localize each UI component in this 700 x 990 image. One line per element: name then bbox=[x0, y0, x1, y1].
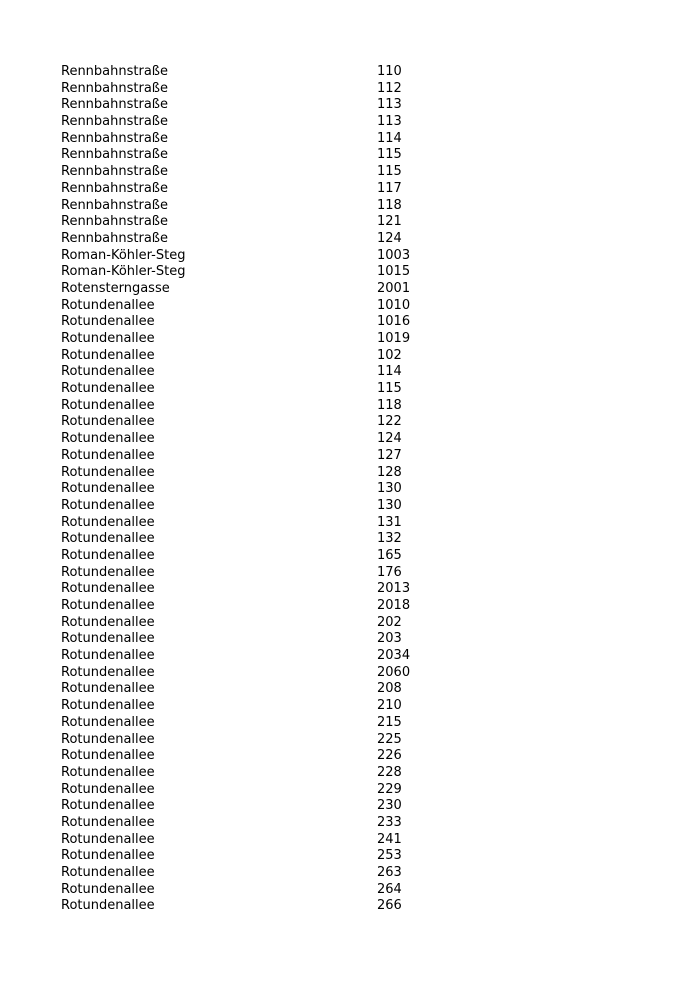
house-number: 114 bbox=[377, 364, 402, 380]
list-item bbox=[61, 181, 481, 198]
street-name: Rennbahnstraße bbox=[61, 197, 168, 213]
list-item bbox=[61, 114, 481, 131]
house-number: 1010 bbox=[377, 297, 411, 313]
list-item bbox=[61, 248, 481, 265]
street-name: Rotundenallee bbox=[61, 648, 155, 664]
list-item bbox=[61, 581, 481, 598]
street-name: Rotundenallee bbox=[61, 898, 155, 914]
street-name: Rotundenallee bbox=[61, 431, 155, 447]
street-name: Rotundenallee bbox=[61, 297, 155, 313]
list-item bbox=[61, 615, 481, 632]
list-item bbox=[61, 798, 481, 815]
street-name: Rotundenallee bbox=[61, 781, 155, 797]
street-name: Rotundenallee bbox=[61, 447, 155, 463]
house-number: 124 bbox=[377, 230, 402, 246]
house-number: 127 bbox=[377, 447, 402, 463]
list-item bbox=[61, 281, 481, 298]
street-name: Rotundenallee bbox=[61, 331, 155, 346]
house-number: 2034 bbox=[377, 648, 411, 664]
house-number: 118 bbox=[377, 197, 402, 213]
street-name: Rennbahnstraße bbox=[61, 147, 168, 163]
list-item bbox=[61, 598, 481, 615]
house-number: 114 bbox=[377, 130, 402, 146]
house-number: 264 bbox=[377, 881, 402, 897]
list-item bbox=[61, 198, 481, 215]
list-item bbox=[61, 882, 481, 899]
street-name: Rotundenallee bbox=[61, 381, 155, 397]
street-name: Rotundenallee bbox=[61, 531, 155, 547]
house-number: 165 bbox=[377, 547, 402, 563]
house-number: 115 bbox=[377, 381, 402, 397]
list-item bbox=[61, 648, 481, 665]
street-name: Rotundenallee bbox=[61, 731, 155, 747]
street-name: Rotundenallee bbox=[61, 698, 155, 714]
house-number: 131 bbox=[377, 514, 402, 530]
street-name: Rotundenallee bbox=[61, 748, 155, 764]
street-name: Rennbahnstraße bbox=[61, 130, 168, 146]
street-name: Rotundenallee bbox=[61, 598, 155, 613]
list-item bbox=[61, 848, 481, 865]
street-name: Rennbahnstraße bbox=[61, 64, 168, 79]
list-item bbox=[61, 331, 481, 348]
street-name: Rotundenallee bbox=[61, 414, 155, 430]
list-item bbox=[61, 681, 481, 698]
house-number: 1015 bbox=[377, 264, 411, 280]
house-number: 208 bbox=[377, 681, 402, 697]
list-item bbox=[61, 565, 481, 582]
street-name: Rotundenallee bbox=[61, 714, 155, 730]
list-item bbox=[61, 815, 481, 832]
list-item bbox=[61, 898, 481, 915]
house-number: 115 bbox=[377, 147, 402, 163]
house-number: 122 bbox=[377, 414, 402, 430]
list-item bbox=[61, 264, 481, 281]
street-name: Rotundenallee bbox=[61, 464, 155, 480]
street-name: Rotundenallee bbox=[61, 564, 155, 580]
street-name: Rotundenallee bbox=[61, 631, 155, 647]
list-item bbox=[61, 748, 481, 765]
list-item bbox=[61, 515, 481, 532]
list-item bbox=[61, 381, 481, 398]
street-name: Rotundenallee bbox=[61, 798, 155, 814]
house-number: 228 bbox=[377, 764, 402, 780]
list-item bbox=[61, 631, 481, 648]
list-item bbox=[61, 448, 481, 465]
house-number: 241 bbox=[377, 831, 402, 847]
house-number: 2060 bbox=[377, 664, 411, 680]
house-number: 130 bbox=[377, 481, 402, 497]
house-number: 1016 bbox=[377, 314, 411, 330]
street-name: Rotundenallee bbox=[61, 865, 155, 880]
street-name: Rotundenallee bbox=[61, 681, 155, 697]
street-name: Rennbahnstraße bbox=[61, 97, 168, 113]
list-item bbox=[61, 214, 481, 231]
street-name: Rotundenallee bbox=[61, 314, 155, 330]
street-name: Rotundenallee bbox=[61, 481, 155, 497]
street-name: Rotundenallee bbox=[61, 514, 155, 530]
list-item bbox=[61, 481, 481, 498]
house-number: 2018 bbox=[377, 598, 411, 613]
list-item bbox=[61, 465, 481, 482]
house-number: 115 bbox=[377, 164, 402, 180]
list-item bbox=[61, 147, 481, 164]
house-number: 110 bbox=[377, 64, 402, 79]
street-name: Rotundenallee bbox=[61, 364, 155, 380]
street-name: Rotundenallee bbox=[61, 664, 155, 680]
street-name: Rotundenallee bbox=[61, 347, 155, 363]
house-number: 2013 bbox=[377, 581, 411, 597]
street-name: Rotundenallee bbox=[61, 547, 155, 563]
house-number: 118 bbox=[377, 397, 402, 413]
street-name: Roman-Köhler-Steg bbox=[61, 264, 186, 280]
house-number: 124 bbox=[377, 431, 402, 447]
house-number: 113 bbox=[377, 114, 402, 130]
list-item bbox=[61, 715, 481, 732]
address-list bbox=[61, 64, 481, 915]
house-number: 132 bbox=[377, 531, 402, 547]
house-number: 102 bbox=[377, 347, 402, 363]
house-number: 176 bbox=[377, 564, 402, 580]
street-name: Rennbahnstraße bbox=[61, 164, 168, 180]
list-item bbox=[61, 398, 481, 415]
list-item bbox=[61, 231, 481, 248]
street-name: Rennbahnstraße bbox=[61, 214, 168, 230]
list-item bbox=[61, 665, 481, 682]
street-name: Rennbahnstraße bbox=[61, 230, 168, 246]
street-name: Rotundenallee bbox=[61, 848, 155, 864]
house-number: 263 bbox=[377, 865, 402, 880]
street-name: Rennbahnstraße bbox=[61, 80, 168, 96]
street-name: Rotundenallee bbox=[61, 581, 155, 597]
house-number: 1003 bbox=[377, 247, 411, 263]
list-item bbox=[61, 97, 481, 114]
house-number: 225 bbox=[377, 731, 402, 747]
house-number: 130 bbox=[377, 497, 402, 513]
house-number: 203 bbox=[377, 631, 402, 647]
list-item bbox=[61, 832, 481, 849]
street-name: Rotundenallee bbox=[61, 614, 155, 630]
list-item bbox=[61, 414, 481, 431]
list-item bbox=[61, 548, 481, 565]
house-number: 229 bbox=[377, 781, 402, 797]
list-item bbox=[61, 431, 481, 448]
street-name: Rotundenallee bbox=[61, 764, 155, 780]
street-name: Rotundenallee bbox=[61, 497, 155, 513]
house-number: 2001 bbox=[377, 280, 411, 296]
street-name: Rennbahnstraße bbox=[61, 180, 168, 196]
list-item bbox=[61, 131, 481, 148]
house-number: 233 bbox=[377, 814, 402, 830]
house-number: 215 bbox=[377, 714, 402, 730]
house-number: 117 bbox=[377, 180, 402, 196]
street-name: Roman-Köhler-Steg bbox=[61, 247, 186, 263]
list-item bbox=[61, 698, 481, 715]
house-number: 266 bbox=[377, 898, 402, 914]
house-number: 253 bbox=[377, 848, 402, 864]
list-item bbox=[61, 314, 481, 331]
list-item bbox=[61, 298, 481, 315]
street-name: Rotundenallee bbox=[61, 881, 155, 897]
street-name: Rotundenallee bbox=[61, 397, 155, 413]
list-item bbox=[61, 865, 481, 882]
street-name: Rennbahnstraße bbox=[61, 114, 168, 130]
list-item bbox=[61, 531, 481, 548]
house-number: 121 bbox=[377, 214, 402, 230]
list-item bbox=[61, 364, 481, 381]
list-item bbox=[61, 64, 481, 81]
house-number: 1019 bbox=[377, 331, 411, 346]
house-number: 113 bbox=[377, 97, 402, 113]
house-number: 128 bbox=[377, 464, 402, 480]
list-item bbox=[61, 732, 481, 749]
list-item bbox=[61, 348, 481, 365]
street-name: Rotundenallee bbox=[61, 831, 155, 847]
house-number: 112 bbox=[377, 80, 402, 96]
street-name: Rotundenallee bbox=[61, 814, 155, 830]
list-item bbox=[61, 782, 481, 799]
list-item bbox=[61, 164, 481, 181]
house-number: 210 bbox=[377, 698, 402, 714]
street-name: Rotensterngasse bbox=[61, 280, 170, 296]
house-number: 230 bbox=[377, 798, 402, 814]
list-item bbox=[61, 498, 481, 515]
list-item bbox=[61, 765, 481, 782]
house-number: 226 bbox=[377, 748, 402, 764]
house-number: 202 bbox=[377, 614, 402, 630]
list-item bbox=[61, 81, 481, 98]
